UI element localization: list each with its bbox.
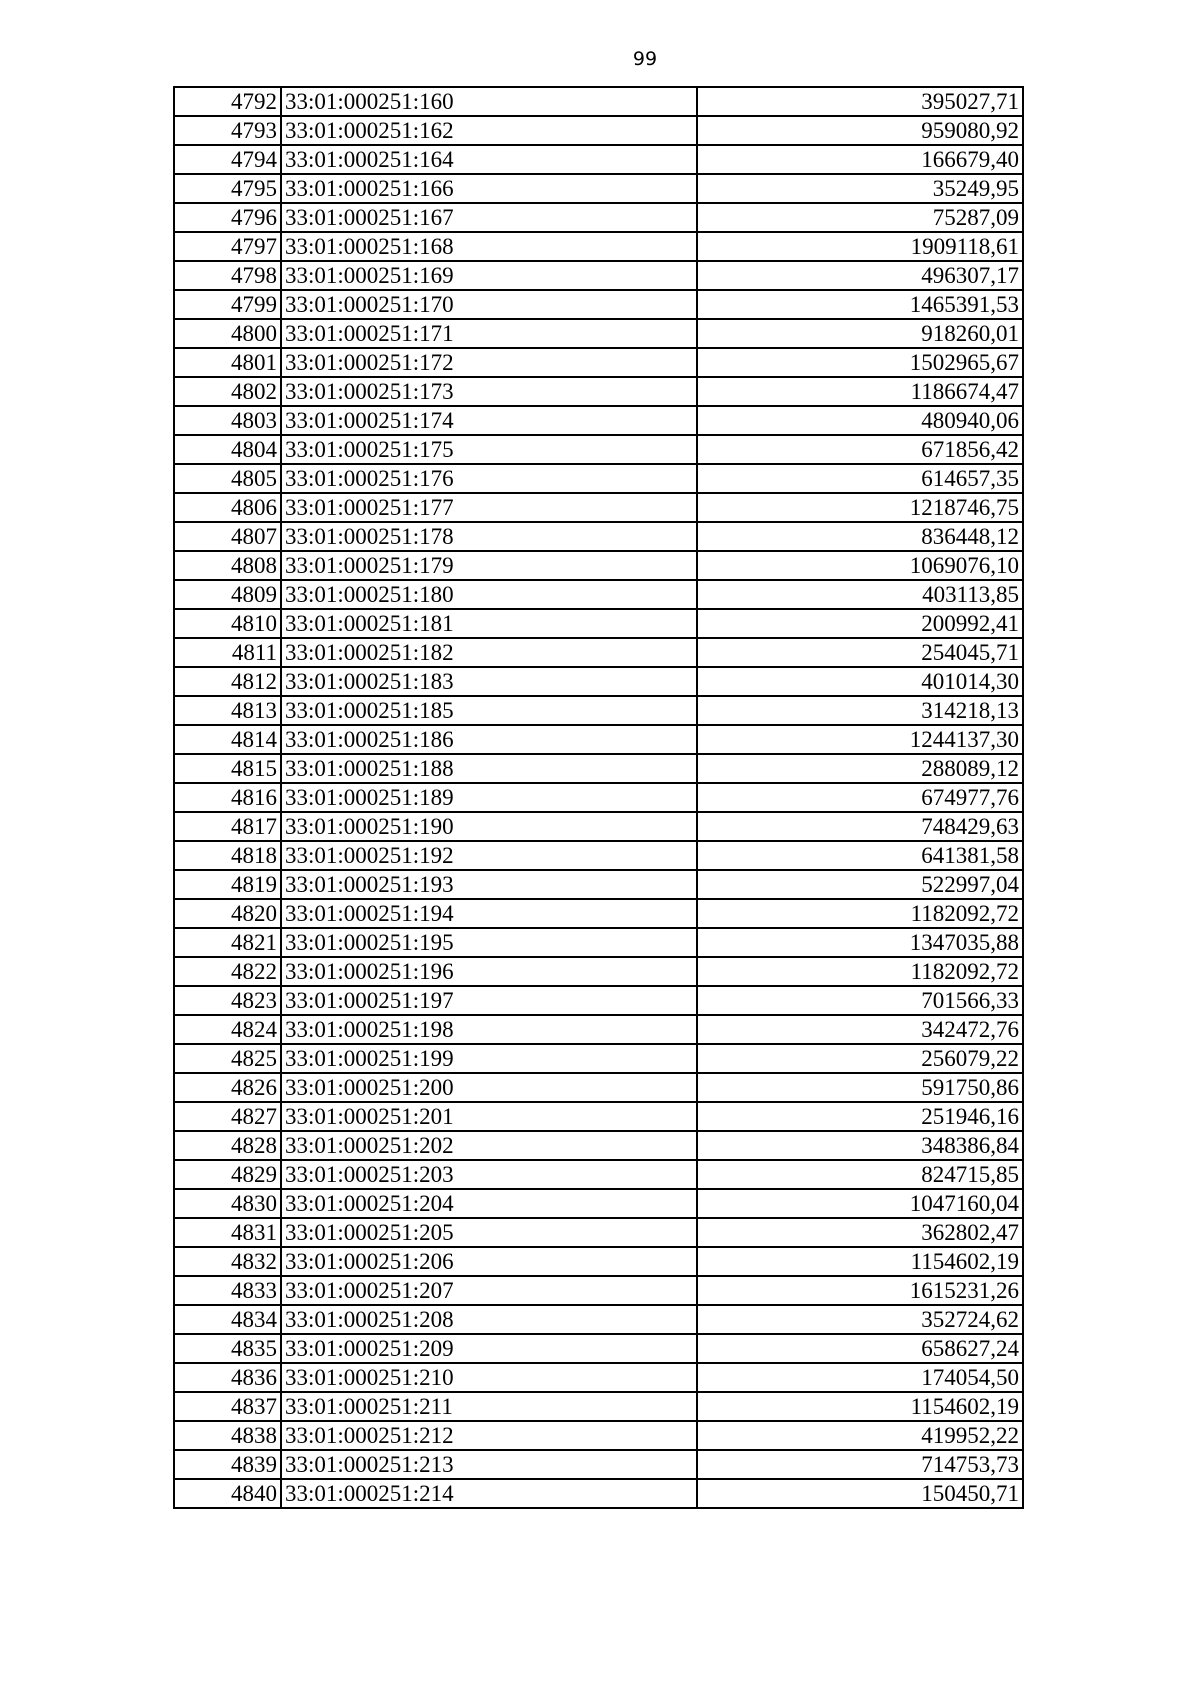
cadastral-number-cell: 33:01:000251:172 — [281, 348, 697, 377]
row-number-cell: 4814 — [174, 725, 281, 754]
cadastral-number-cell: 33:01:000251:204 — [281, 1189, 697, 1218]
table-row — [174, 1073, 1023, 1102]
row-number-cell: 4798 — [174, 261, 281, 290]
cadastral-number-cell: 33:01:000251:210 — [281, 1363, 697, 1392]
table-row — [174, 1450, 1023, 1479]
table-row — [174, 1015, 1023, 1044]
table-row — [174, 957, 1023, 986]
cadastral-number-cell: 33:01:000251:169 — [281, 261, 697, 290]
cadastral-number-cell: 33:01:000251:209 — [281, 1334, 697, 1363]
cadastral-value-cell: 1465391,53 — [697, 290, 1023, 319]
cadastral-number-cell: 33:01:000251:180 — [281, 580, 697, 609]
cadastral-number-cell: 33:01:000251:179 — [281, 551, 697, 580]
cadastral-number-cell: 33:01:000251:197 — [281, 986, 697, 1015]
table-row — [174, 203, 1023, 232]
row-number-cell: 4820 — [174, 899, 281, 928]
table-row — [174, 986, 1023, 1015]
cadastral-number-cell: 33:01:000251:188 — [281, 754, 697, 783]
cadastral-value-cell: 174054,50 — [697, 1363, 1023, 1392]
table-row — [174, 667, 1023, 696]
cadastral-value-cell: 1154602,19 — [697, 1247, 1023, 1276]
row-number-cell: 4831 — [174, 1218, 281, 1247]
cadastral-value-cell: 254045,71 — [697, 638, 1023, 667]
cadastral-number-cell: 33:01:000251:202 — [281, 1131, 697, 1160]
cadastral-value-cell: 1347035,88 — [697, 928, 1023, 957]
table-row — [174, 464, 1023, 493]
cadastral-number-cell: 33:01:000251:214 — [281, 1479, 697, 1508]
cadastral-value-cell: 1502965,67 — [697, 348, 1023, 377]
row-number-cell: 4799 — [174, 290, 281, 319]
cadastral-number-cell: 33:01:000251:190 — [281, 812, 697, 841]
cadastral-number-cell: 33:01:000251:164 — [281, 145, 697, 174]
table-row — [174, 638, 1023, 667]
cadastral-value-cell: 701566,33 — [697, 986, 1023, 1015]
cadastral-value-cell: 256079,22 — [697, 1044, 1023, 1073]
table-row — [174, 696, 1023, 725]
table-row — [174, 1392, 1023, 1421]
row-number-cell: 4817 — [174, 812, 281, 841]
table-row — [174, 493, 1023, 522]
table-row — [174, 1218, 1023, 1247]
table-row — [174, 1102, 1023, 1131]
cadastral-value-cell: 314218,13 — [697, 696, 1023, 725]
cadastral-number-cell: 33:01:000251:213 — [281, 1450, 697, 1479]
cadastral-number-cell: 33:01:000251:175 — [281, 435, 697, 464]
cadastral-number-cell: 33:01:000251:208 — [281, 1305, 697, 1334]
table-row — [174, 87, 1023, 116]
table-row — [174, 1305, 1023, 1334]
row-number-cell: 4795 — [174, 174, 281, 203]
cadastral-value-cell: 166679,40 — [697, 145, 1023, 174]
cadastral-value-cell: 200992,41 — [697, 609, 1023, 638]
row-number-cell: 4835 — [174, 1334, 281, 1363]
row-number-cell: 4813 — [174, 696, 281, 725]
cadastral-value-cell: 918260,01 — [697, 319, 1023, 348]
cadastral-number-cell: 33:01:000251:185 — [281, 696, 697, 725]
cadastral-number-cell: 33:01:000251:195 — [281, 928, 697, 957]
page-number: 99 — [632, 48, 658, 70]
row-number-cell: 4828 — [174, 1131, 281, 1160]
table-row — [174, 841, 1023, 870]
cadastral-value-cell: 1186674,47 — [697, 377, 1023, 406]
row-number-cell: 4836 — [174, 1363, 281, 1392]
row-number-cell: 4794 — [174, 145, 281, 174]
row-number-cell: 4800 — [174, 319, 281, 348]
cadastral-value-cell: 401014,30 — [697, 667, 1023, 696]
row-number-cell: 4812 — [174, 667, 281, 696]
cadastral-number-cell: 33:01:000251:181 — [281, 609, 697, 638]
row-number-cell: 4829 — [174, 1160, 281, 1189]
cadastral-number-cell: 33:01:000251:176 — [281, 464, 697, 493]
cadastral-value-cell: 342472,76 — [697, 1015, 1023, 1044]
table-row — [174, 783, 1023, 812]
row-number-cell: 4816 — [174, 783, 281, 812]
cadastral-number-cell: 33:01:000251:171 — [281, 319, 697, 348]
table-row — [174, 812, 1023, 841]
cadastral-value-cell: 1218746,75 — [697, 493, 1023, 522]
cadastral-number-cell: 33:01:000251:196 — [281, 957, 697, 986]
table-row — [174, 1363, 1023, 1392]
cadastral-value-cell: 403113,85 — [697, 580, 1023, 609]
cadastral-number-cell: 33:01:000251:183 — [281, 667, 697, 696]
row-number-cell: 4839 — [174, 1450, 281, 1479]
cadastral-number-cell: 33:01:000251:189 — [281, 783, 697, 812]
cadastral-value-cell: 251946,16 — [697, 1102, 1023, 1131]
cadastral-number-cell: 33:01:000251:173 — [281, 377, 697, 406]
row-number-cell: 4824 — [174, 1015, 281, 1044]
row-number-cell: 4840 — [174, 1479, 281, 1508]
cadastral-number-cell: 33:01:000251:207 — [281, 1276, 697, 1305]
cadastral-value-cell: 522997,04 — [697, 870, 1023, 899]
cadastral-value-cell: 35249,95 — [697, 174, 1023, 203]
table-row — [174, 145, 1023, 174]
cadastral-value-cell: 480940,06 — [697, 406, 1023, 435]
table-row — [174, 1479, 1023, 1508]
row-number-cell: 4833 — [174, 1276, 281, 1305]
cadastral-value-cell: 419952,22 — [697, 1421, 1023, 1450]
cadastral-value-cell: 959080,92 — [697, 116, 1023, 145]
cadastral-number-cell: 33:01:000251:167 — [281, 203, 697, 232]
table-row — [174, 522, 1023, 551]
cadastral-value-cell: 1909118,61 — [697, 232, 1023, 261]
table-row — [174, 609, 1023, 638]
cadastral-value-cell: 1244137,30 — [697, 725, 1023, 754]
cadastral-value-cell: 1182092,72 — [697, 899, 1023, 928]
table-row — [174, 116, 1023, 145]
row-number-cell: 4804 — [174, 435, 281, 464]
row-number-cell: 4815 — [174, 754, 281, 783]
cadastral-number-cell: 33:01:000251:205 — [281, 1218, 697, 1247]
cadastral-value-cell: 1154602,19 — [697, 1392, 1023, 1421]
row-number-cell: 4793 — [174, 116, 281, 145]
cadastral-value-cell: 150450,71 — [697, 1479, 1023, 1508]
cadastral-value-cell: 352724,62 — [697, 1305, 1023, 1334]
row-number-cell: 4818 — [174, 841, 281, 870]
row-number-cell: 4802 — [174, 377, 281, 406]
table-row — [174, 580, 1023, 609]
cadastral-value-cell: 496307,17 — [697, 261, 1023, 290]
table-row — [174, 319, 1023, 348]
table-row — [174, 1421, 1023, 1450]
cadastral-number-cell: 33:01:000251:206 — [281, 1247, 697, 1276]
cadastral-value-cell: 288089,12 — [697, 754, 1023, 783]
cadastral-value-cell: 748429,63 — [697, 812, 1023, 841]
row-number-cell: 4830 — [174, 1189, 281, 1218]
cadastral-value-cell: 671856,42 — [697, 435, 1023, 464]
table-row — [174, 406, 1023, 435]
table-row — [174, 551, 1023, 580]
table-row — [174, 870, 1023, 899]
cadastral-number-cell: 33:01:000251:170 — [281, 290, 697, 319]
table-row — [174, 435, 1023, 464]
row-number-cell: 4810 — [174, 609, 281, 638]
cadastral-number-cell: 33:01:000251:200 — [281, 1073, 697, 1102]
row-number-cell: 4806 — [174, 493, 281, 522]
row-number-cell: 4834 — [174, 1305, 281, 1334]
cadastral-value-cell: 348386,84 — [697, 1131, 1023, 1160]
cadastral-value-cell: 714753,73 — [697, 1450, 1023, 1479]
cadastral-value-cell: 658627,24 — [697, 1334, 1023, 1363]
table-row — [174, 899, 1023, 928]
row-number-cell: 4797 — [174, 232, 281, 261]
table-row — [174, 1044, 1023, 1073]
table-row — [174, 1189, 1023, 1218]
cadastral-number-cell: 33:01:000251:198 — [281, 1015, 697, 1044]
row-number-cell: 4819 — [174, 870, 281, 899]
table-row — [174, 725, 1023, 754]
row-number-cell: 4822 — [174, 957, 281, 986]
row-number-cell: 4825 — [174, 1044, 281, 1073]
cadastral-number-cell: 33:01:000251:192 — [281, 841, 697, 870]
cadastral-value-cell: 591750,86 — [697, 1073, 1023, 1102]
row-number-cell: 4837 — [174, 1392, 281, 1421]
table-row — [174, 174, 1023, 203]
table-row — [174, 348, 1023, 377]
cadastral-number-cell: 33:01:000251:193 — [281, 870, 697, 899]
row-number-cell: 4808 — [174, 551, 281, 580]
cadastral-value-cell: 395027,71 — [697, 87, 1023, 116]
cadastral-number-cell: 33:01:000251:211 — [281, 1392, 697, 1421]
cadastral-value-cell: 674977,76 — [697, 783, 1023, 812]
cadastral-number-cell: 33:01:000251:160 — [281, 87, 697, 116]
table-row — [174, 1276, 1023, 1305]
cadastral-number-cell: 33:01:000251:203 — [281, 1160, 697, 1189]
table-row — [174, 754, 1023, 783]
row-number-cell: 4807 — [174, 522, 281, 551]
table-row — [174, 377, 1023, 406]
table-row — [174, 1160, 1023, 1189]
row-number-cell: 4796 — [174, 203, 281, 232]
row-number-cell: 4838 — [174, 1421, 281, 1450]
cadastral-value-table — [173, 86, 1024, 1509]
row-number-cell: 4801 — [174, 348, 281, 377]
row-number-cell: 4809 — [174, 580, 281, 609]
row-number-cell: 4827 — [174, 1102, 281, 1131]
cadastral-number-cell: 33:01:000251:162 — [281, 116, 697, 145]
table-row — [174, 261, 1023, 290]
cadastral-value-cell: 836448,12 — [697, 522, 1023, 551]
cadastral-number-cell: 33:01:000251:168 — [281, 232, 697, 261]
cadastral-number-cell: 33:01:000251:166 — [281, 174, 697, 203]
table-body — [174, 87, 1023, 1508]
cadastral-number-cell: 33:01:000251:182 — [281, 638, 697, 667]
cadastral-number-cell: 33:01:000251:194 — [281, 899, 697, 928]
cadastral-value-cell: 1615231,26 — [697, 1276, 1023, 1305]
table-row — [174, 1131, 1023, 1160]
cadastral-value-cell: 1069076,10 — [697, 551, 1023, 580]
cadastral-number-cell: 33:01:000251:212 — [281, 1421, 697, 1450]
cadastral-number-cell: 33:01:000251:199 — [281, 1044, 697, 1073]
row-number-cell: 4823 — [174, 986, 281, 1015]
cadastral-value-cell: 362802,47 — [697, 1218, 1023, 1247]
row-number-cell: 4832 — [174, 1247, 281, 1276]
table-row — [174, 290, 1023, 319]
table-row — [174, 1247, 1023, 1276]
row-number-cell: 4826 — [174, 1073, 281, 1102]
row-number-cell: 4792 — [174, 87, 281, 116]
row-number-cell: 4811 — [174, 638, 281, 667]
table-row — [174, 1334, 1023, 1363]
cadastral-number-cell: 33:01:000251:177 — [281, 493, 697, 522]
cadastral-value-cell: 641381,58 — [697, 841, 1023, 870]
cadastral-value-cell: 1047160,04 — [697, 1189, 1023, 1218]
table-row — [174, 928, 1023, 957]
row-number-cell: 4821 — [174, 928, 281, 957]
cadastral-value-cell: 614657,35 — [697, 464, 1023, 493]
cadastral-number-cell: 33:01:000251:186 — [281, 725, 697, 754]
cadastral-value-cell: 75287,09 — [697, 203, 1023, 232]
row-number-cell: 4803 — [174, 406, 281, 435]
cadastral-value-cell: 824715,85 — [697, 1160, 1023, 1189]
table-row — [174, 232, 1023, 261]
cadastral-number-cell: 33:01:000251:201 — [281, 1102, 697, 1131]
row-number-cell: 4805 — [174, 464, 281, 493]
cadastral-value-cell: 1182092,72 — [697, 957, 1023, 986]
cadastral-number-cell: 33:01:000251:178 — [281, 522, 697, 551]
cadastral-number-cell: 33:01:000251:174 — [281, 406, 697, 435]
